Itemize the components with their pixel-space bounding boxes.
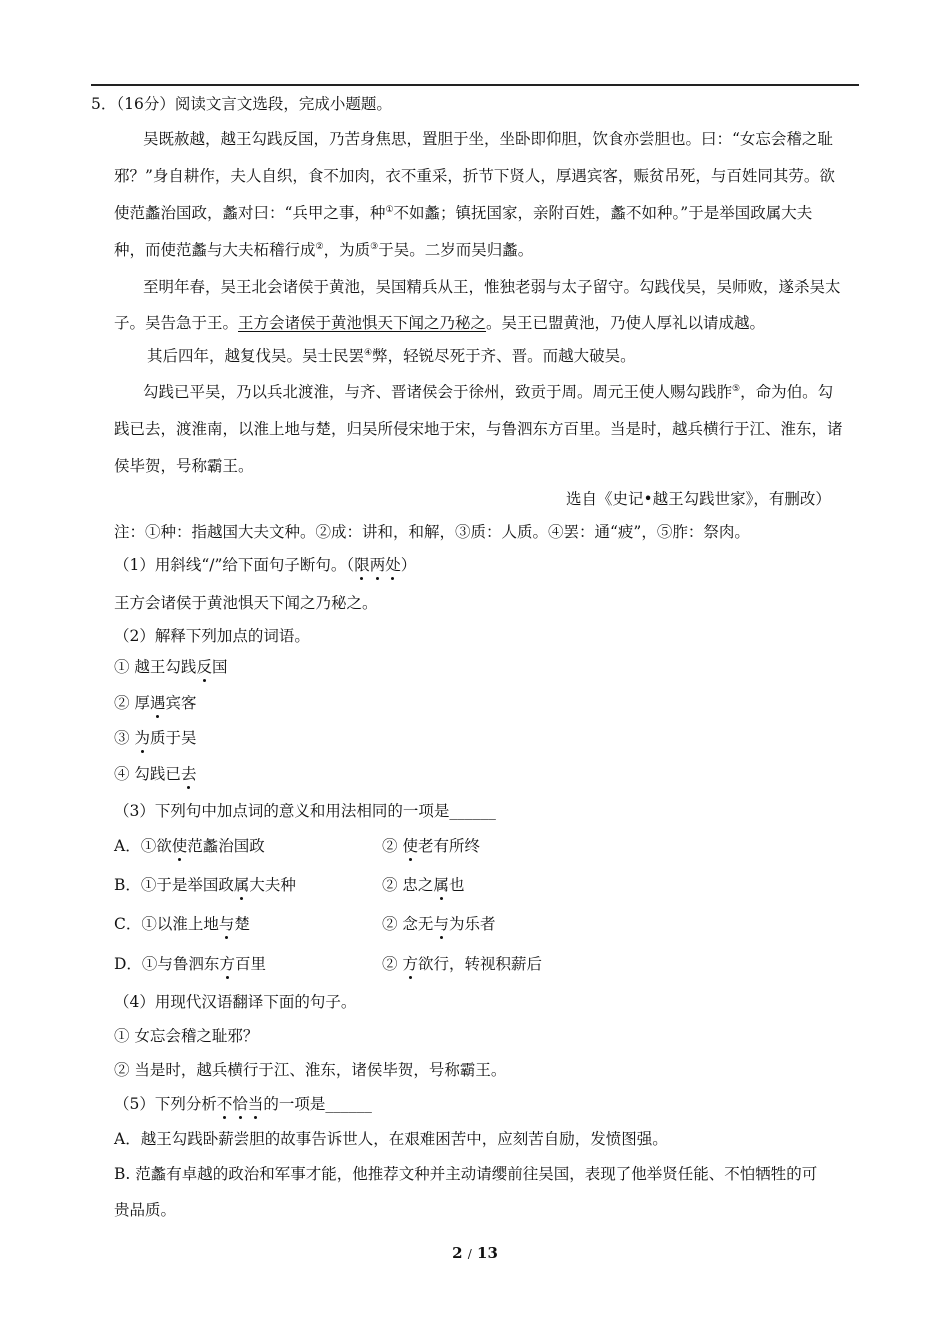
option-a-left: A．①欲使范蠡治国政	[114, 837, 265, 855]
option-d-right: ② 方欲行，转视积薪后	[382, 955, 542, 973]
option-a-right: ② 使老有所终	[382, 837, 480, 855]
footnote-mark: ①	[385, 205, 394, 215]
dotted-word: 遇	[149, 694, 166, 712]
header-rule	[91, 84, 859, 86]
word-item: ② 厚遇宾客	[114, 694, 197, 712]
sub-question-4-prompt: （4）用现代汉语翻译下面的句子。	[114, 993, 357, 1011]
option-b-continued: 贵品质。	[114, 1201, 177, 1219]
dotted-word: 与	[218, 915, 235, 933]
source-citation: 选自《史记•越王勾践世家》，有删改）	[566, 490, 831, 508]
footnote-mark: ④	[364, 348, 373, 358]
dotted-word: 与	[433, 915, 449, 933]
passage-line: 使范蠡治国政，蠡对曰：“兵甲之事，种①不如蠡；镇抚国家，亲附百姓，蠡不如种。”于是举国政属大夫	[114, 204, 813, 222]
question-heading: 5．（16分）阅读文言文选段，完成小题题。	[91, 95, 392, 113]
passage-line: 子。吴告急于王。王方会诸侯于黄池惧天下闻之乃秘之。吴王已盟黄池，乃使人厚礼以请成越。	[114, 314, 766, 332]
notes: 注：①种：指越国大夫文种。②成：讲和，和解，③质：人质。④罢：通“疲”，⑤胙：祭肉。	[114, 523, 750, 541]
dotted-word: 为	[134, 729, 150, 747]
word-item: ③ 为质于吴	[114, 729, 197, 747]
page-number: 2 / 13	[452, 1244, 498, 1262]
word-item: ① 越王勾践反国	[114, 658, 228, 676]
dotted-word: 去	[180, 765, 197, 783]
dotted-emphasis: 不恰当	[216, 1095, 264, 1113]
sub-question-1-prompt: （1）用斜线“/”给下面句子断句。（限两处）	[114, 556, 417, 574]
dotted-word: 属	[233, 876, 250, 894]
passage-line: 勾践已平吴，乃以兵北渡淮，与齐、晋诸侯会于徐州，致贡于周。周元王使人赐勾践胙⑤，命为伯。勾	[143, 383, 834, 401]
translation-item: ① 女忘会稽之耻邪？	[114, 1027, 259, 1045]
dotted-word: 使	[402, 837, 418, 855]
option-a: A．越王勾践卧薪尝胆的故事告诉世人，在艰难困苦中，应刻苦自励，发愤图强。	[114, 1130, 668, 1148]
word-item: ④ 勾践已去	[114, 765, 197, 783]
option-b: B. 范蠡有卓越的政治和军事才能，他推荐文种并主动请缨前往吴国，表现了他举贤任能、不怕牺牲的可	[114, 1165, 818, 1183]
sub-question-2-prompt: （2）解释下列加点的词语。	[114, 627, 310, 645]
sub-question-3-prompt: （3）下列句中加点词的意义和用法相同的一项是______	[114, 802, 496, 820]
underlined-sentence: 王方会诸侯于黄池惧天下闻之乃秘之	[238, 314, 487, 332]
translation-item: ② 当是时，越兵横行于江、淮东，诸侯毕贺，号称霸王。	[114, 1061, 507, 1079]
passage-line: 践已去，渡淮南，以淮上地与楚，归吴所侵宋地于宋，与鲁泗东方百里。当是时，越兵横行于江、淮东，诸	[114, 420, 843, 438]
dotted-word: 使	[171, 837, 188, 855]
passage-line: 其后四年，越复伐吴。吴士民罢④弊，轻锐尽死于齐、晋。而越大破吴。	[147, 347, 636, 365]
dotted-word: 属	[433, 876, 449, 894]
option-b-right: ② 忠之属也	[382, 876, 465, 894]
sub-question-5-prompt: （5）下列分析不恰当的一项是______	[114, 1095, 372, 1113]
dotted-emphasis: 限两处	[354, 556, 401, 574]
passage-line: 吴既赦越，越王勾践反国，乃苦身焦思，置胆于坐，坐卧即仰胆，饮食亦尝胆也。曰：“女忘会稽之耻	[143, 130, 833, 148]
sub-question-1-sentence: 王方会诸侯于黄池惧天下闻之乃秘之。	[114, 594, 378, 612]
footnote-mark: ②	[315, 242, 324, 252]
footnote-mark: ⑤	[732, 384, 741, 394]
option-c-right: ② 念无与为乐者	[382, 915, 496, 933]
dotted-word: 方	[402, 955, 418, 973]
passage-line: 邪？”身自耕作，夫人自织，食不加肉，衣不重采，折节下贤人，厚遇宾客，赈贫吊死，与百姓同其劳。欲	[114, 167, 835, 185]
passage-line: 侯毕贺，号称霸王。	[114, 457, 254, 475]
dotted-word: 反	[196, 658, 212, 676]
dotted-word: 方	[219, 955, 235, 973]
passage-line: 种，而使范蠡与大夫柘稽行成②，为质③于吴。二岁而吴归蠡。	[114, 241, 534, 259]
passage-line: 至明年春，吴王北会诸侯于黄池，吴国精兵从王，惟独老弱与太子留守。勾践伐吴，吴师败，遂杀吴太	[143, 278, 841, 296]
option-c-left: C．①以淮上地与楚	[114, 915, 250, 933]
option-d-left: D．①与鲁泗东方百里	[114, 955, 266, 973]
option-b-left: B．①于是举国政属大夫种	[114, 876, 296, 894]
footnote-mark: ③	[370, 242, 379, 252]
